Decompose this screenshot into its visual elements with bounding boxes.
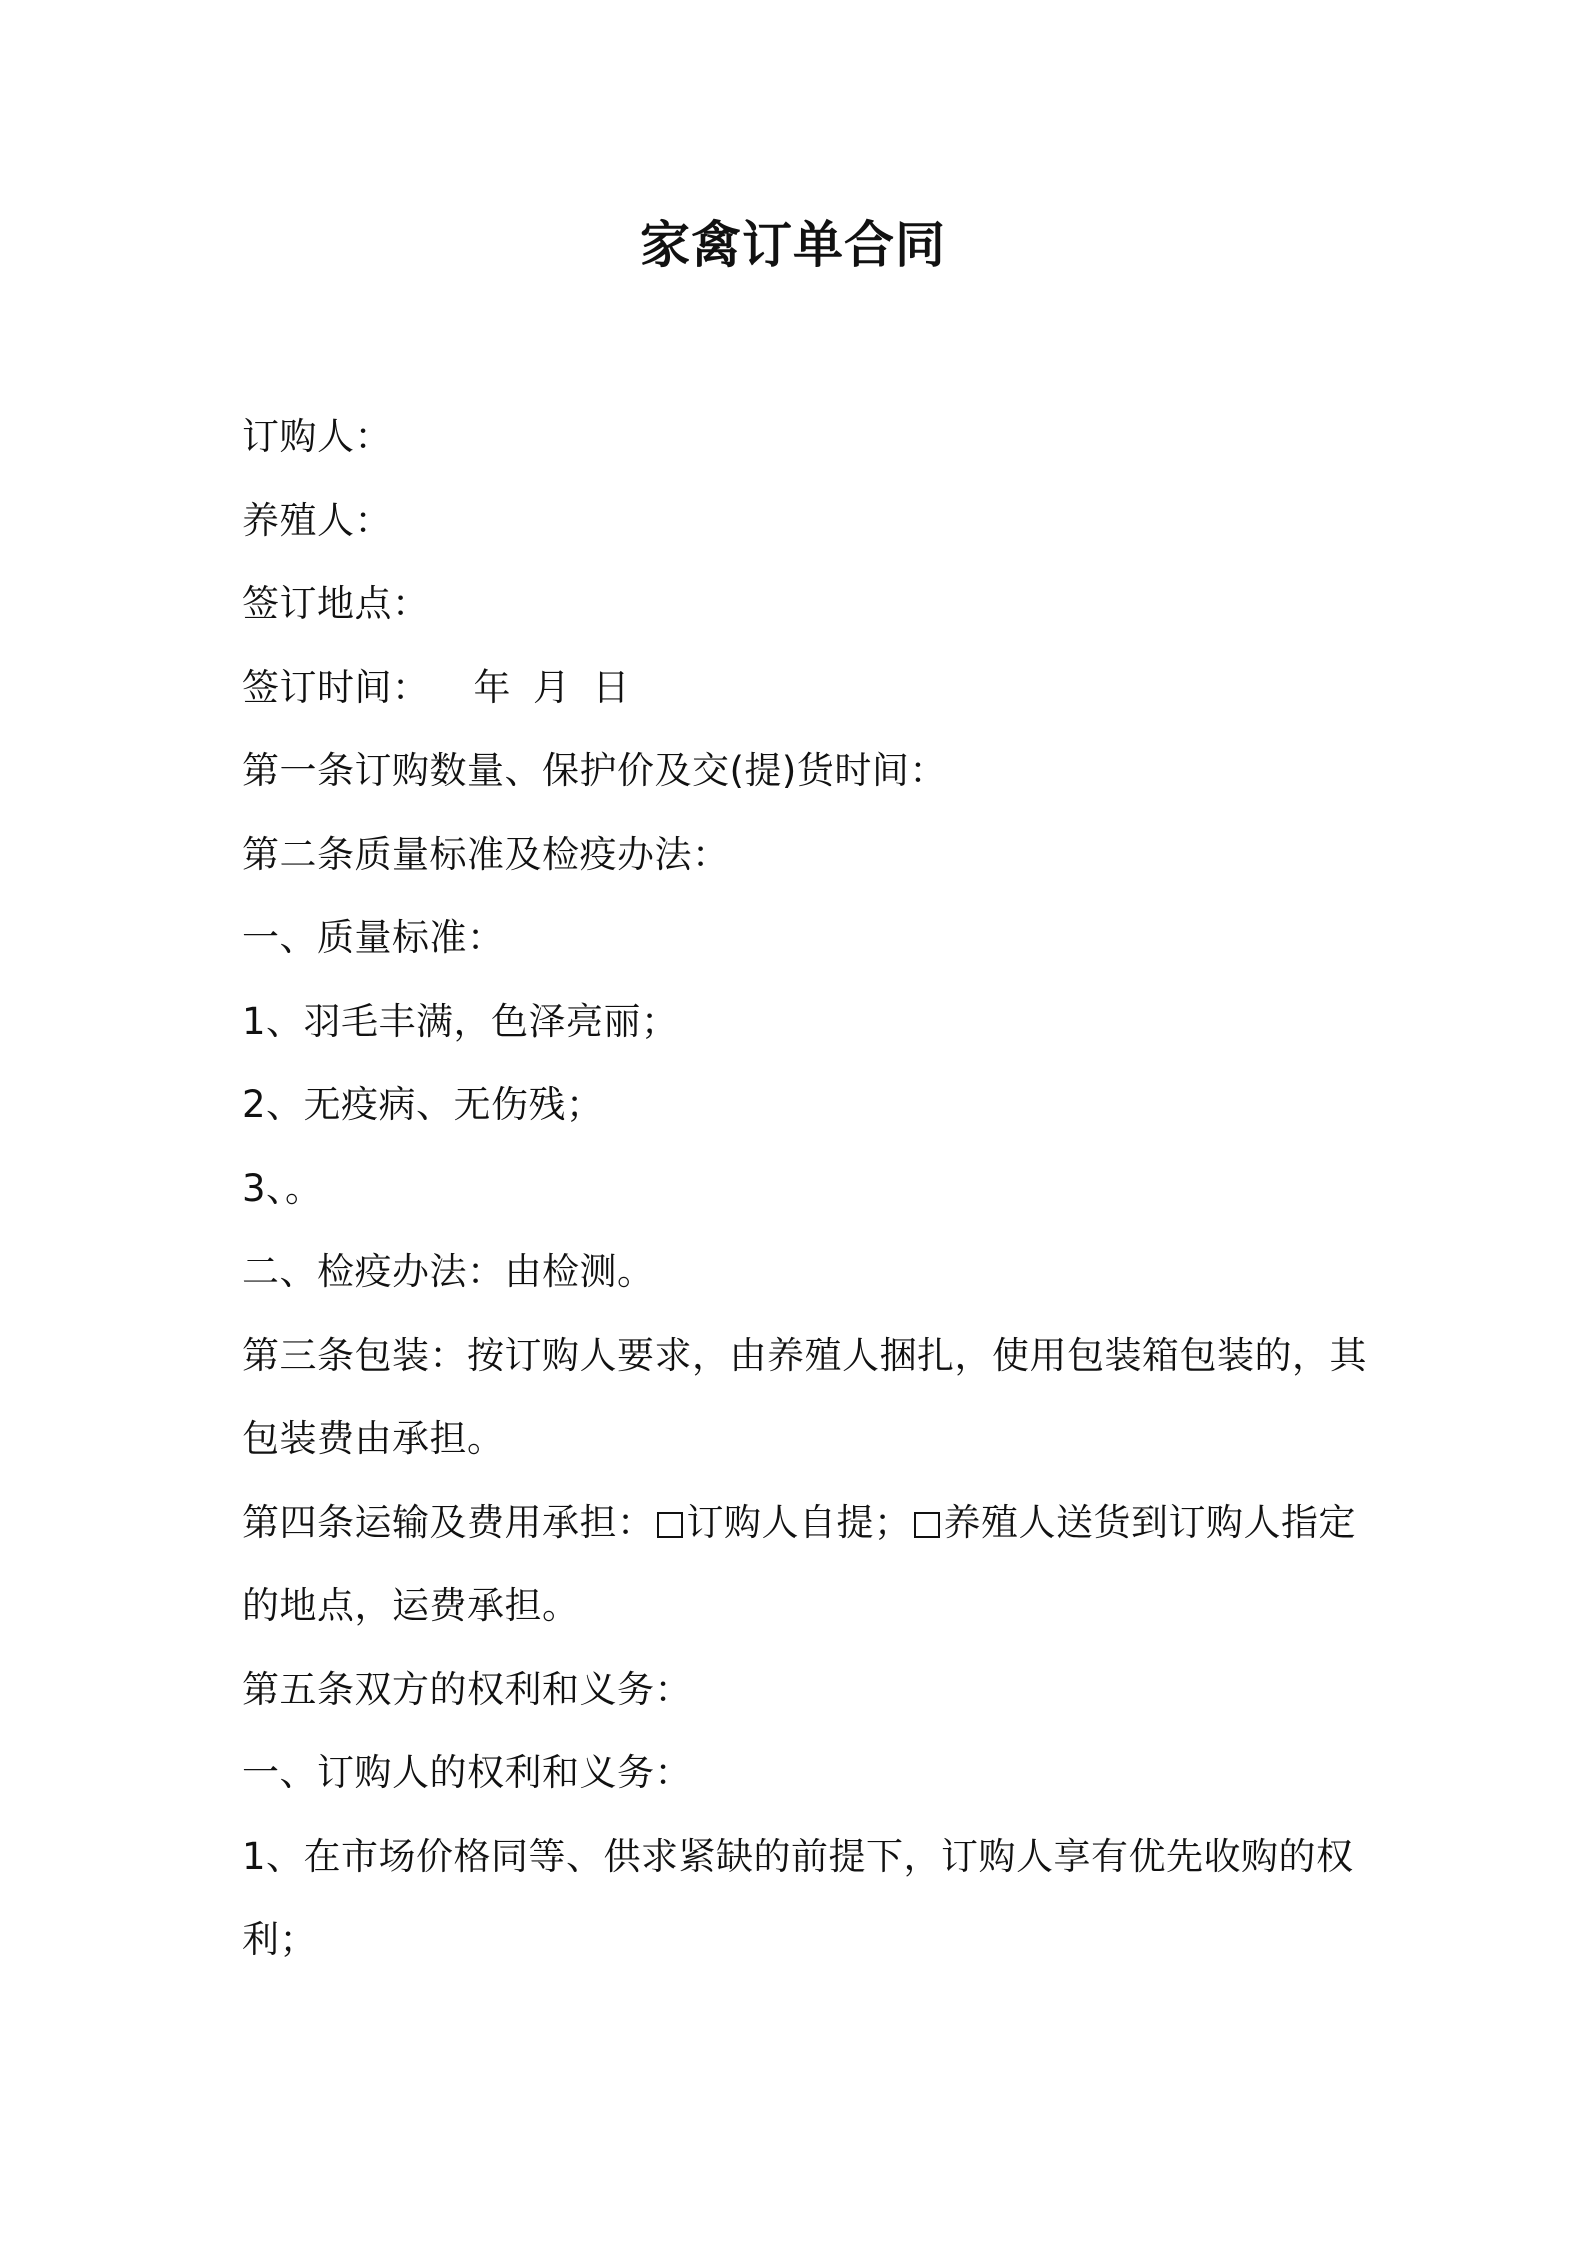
article-2-item-2: 2、无疫病、无伤残； (242, 1083, 604, 1126)
buyer-field-label: 订购人： (242, 415, 392, 458)
article-3-line-1: 第三条包装：按订购人要求，由养殖人捆扎，使用包装箱包装的，其 (242, 1334, 1367, 1377)
year-label: 年 (473, 666, 511, 709)
article-2-item-3: 3、。 (242, 1167, 323, 1210)
option-self-pickup-label: 订购人自提； (686, 1501, 912, 1544)
article-4-prefix: 第四条运输及费用承担： (242, 1501, 655, 1544)
document-title: 家禽订单合同 (640, 216, 946, 274)
breeder-field-label: 养殖人： (242, 499, 392, 542)
article-4-line-2: 的地点，运费承担。 (242, 1584, 580, 1627)
option-delivery-label: 养殖人送货到订购人指定 (943, 1501, 1356, 1544)
signing-time-label: 签订时间： (242, 666, 430, 709)
checkbox-self-pickup[interactable] (657, 1512, 683, 1538)
signing-place-label: 签订地点： (242, 582, 430, 625)
checkbox-delivery[interactable] (914, 1512, 940, 1538)
month-label: 月 (533, 666, 571, 709)
article-5-section-1: 一、订购人的权利和义务： (242, 1751, 692, 1794)
article-3-line-2: 包装费由承担。 (242, 1417, 505, 1460)
article-5: 第五条双方的权利和义务： (242, 1668, 692, 1711)
article-2: 第二条质量标准及检疫办法： (242, 833, 730, 876)
article-2-item-1: 1、羽毛丰满，色泽亮丽； (242, 1000, 679, 1043)
article-2-section-2: 二、检疫办法：由检测。 (242, 1250, 655, 1293)
article-2-section-1: 一、质量标准： (242, 916, 505, 959)
article-1: 第一条订购数量、保护价及交(提)货时间： (242, 749, 947, 792)
article-4-line-1 (242, 1495, 1356, 1551)
day-label: 日 (592, 666, 630, 709)
signing-time-line (242, 660, 630, 716)
article-5-item-1-line-1: 1、在市场价格同等、供求紧缺的前提下，订购人享有优先收购的权 (242, 1835, 1354, 1878)
article-5-item-1-line-2: 利； (242, 1918, 317, 1961)
